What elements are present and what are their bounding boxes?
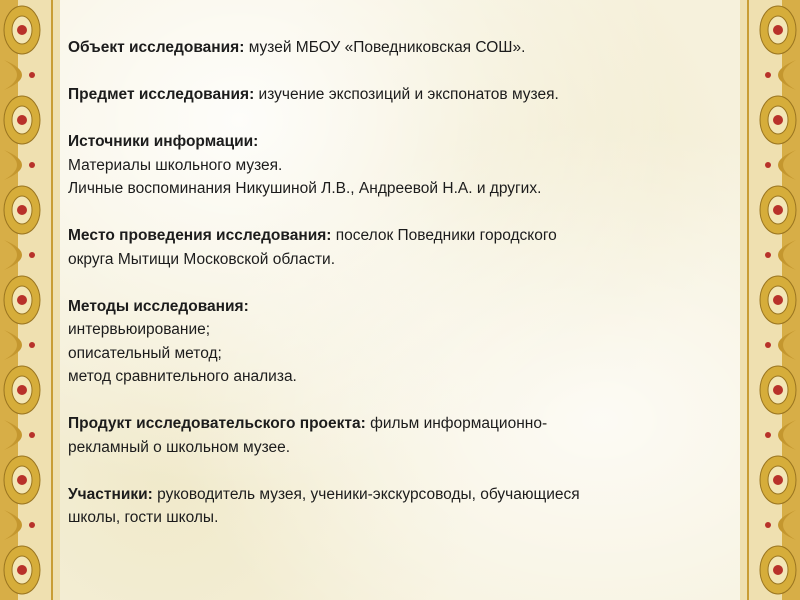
information-sources <box>68 130 728 201</box>
research-method-item: метод сравнительного анализа. <box>68 368 297 385</box>
research-subject-text: изучение экспозиций и экспонатов музея. <box>254 86 559 103</box>
research-object-label: Объект исследования: <box>68 39 245 56</box>
participants-label: Участники: <box>68 485 153 503</box>
research-subject-label: Предмет исследования: <box>68 86 255 103</box>
project-product-text: фильм информационно- <box>365 415 548 432</box>
research-object <box>68 36 728 60</box>
research-place-label: Место проведения исследования: <box>68 227 332 244</box>
research-method-item: интервьюирование; <box>68 321 211 338</box>
research-methods <box>68 295 728 389</box>
information-source-item: Личные воспоминания Никушиной Л.В., Андреевой Н.А. и других. <box>68 180 542 197</box>
information-source-item: Материалы школьного музея. <box>68 156 283 174</box>
project-product-continuation: рекламный о школьном музее. <box>68 438 291 456</box>
research-place <box>68 224 728 271</box>
project-product <box>68 412 728 459</box>
research-method-item: описательный метод; <box>68 344 222 362</box>
research-subject-line <box>68 83 728 107</box>
research-place-line <box>68 224 728 248</box>
slide-content <box>68 36 728 530</box>
research-place-text: поселок Поведники городского <box>331 227 557 244</box>
research-subject <box>68 83 728 107</box>
research-object-text: музей МБОУ «Поведниковская СОШ». <box>244 39 526 56</box>
participants <box>68 483 728 530</box>
research-methods-label: Методы исследования: <box>68 297 249 315</box>
project-product-label: Продукт исследовательского проекта: <box>68 415 366 432</box>
left-ornamental-border-icon <box>0 0 60 600</box>
information-sources-label: Источники информации: <box>68 133 259 150</box>
right-ornamental-border-icon <box>740 0 800 600</box>
participants-continuation: школы, гости школы. <box>68 509 219 526</box>
research-object-line <box>68 36 728 60</box>
research-place-continuation: округа Мытищи Московской области. <box>68 250 336 268</box>
participants-text: руководитель музея, ученики-экскурсоводы, обучающиеся <box>152 485 580 503</box>
participants-line <box>68 483 728 507</box>
project-product-line <box>68 412 728 436</box>
